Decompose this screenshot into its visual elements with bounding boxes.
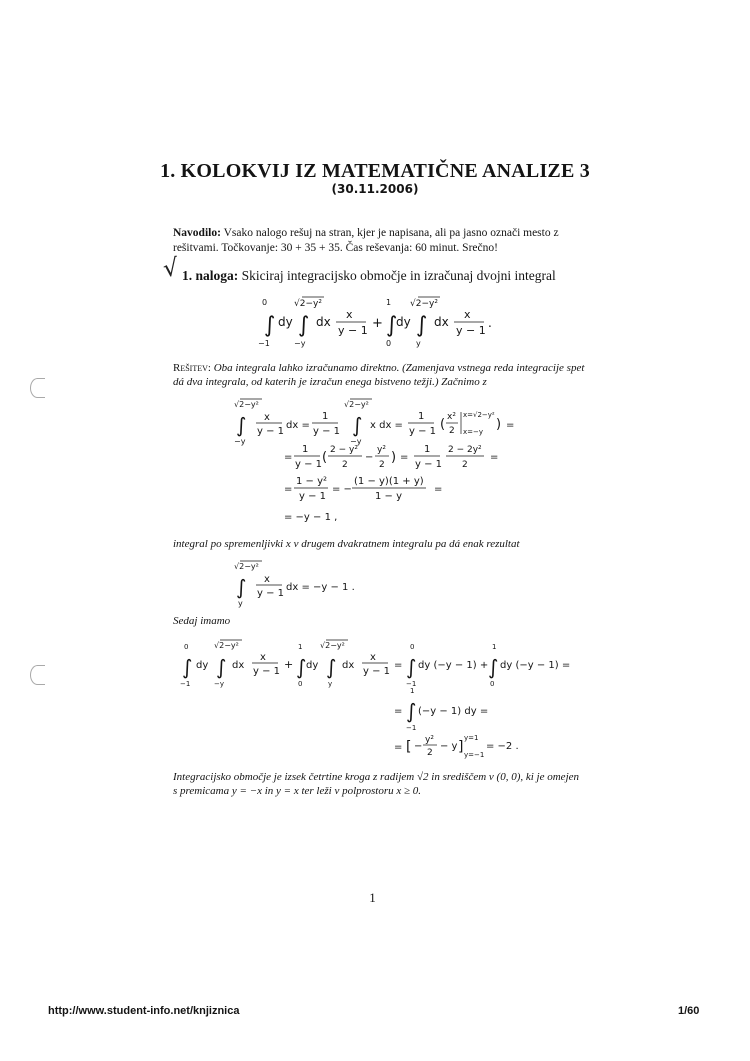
svg-text:1: 1 [302, 444, 309, 455]
task-statement [182, 268, 582, 284]
svg-text:1: 1 [386, 298, 392, 307]
svg-text:y − 1: y − 1 [363, 666, 391, 677]
svg-text:dy: dy [278, 315, 293, 329]
svg-text:y²: y² [377, 445, 386, 455]
svg-text:1: 1 [424, 444, 431, 455]
svg-text:∫: ∫ [298, 313, 310, 338]
svg-text:y: y [416, 339, 421, 348]
second-integral-text: integral po spremenljivki x v drugem dvakratnem integralu pa dá enak rezultat [173, 538, 520, 550]
svg-text:=: = [400, 452, 409, 463]
svg-text:2: 2 [462, 460, 468, 470]
svg-text:1 − y²: 1 − y² [296, 476, 328, 487]
svg-text:2: 2 [379, 460, 385, 470]
svg-text:0: 0 [262, 298, 268, 307]
task-label: 1. naloga: [182, 268, 239, 283]
svg-text:y − 1: y − 1 [409, 426, 437, 437]
derivation-formula [228, 398, 548, 528]
svg-text:[: [ [406, 739, 412, 755]
svg-text:y − 1: y − 1 [295, 459, 323, 470]
svg-text:√2−y²: √2−y² [234, 400, 259, 409]
svg-text:∫: ∫ [352, 413, 363, 437]
svg-text:−y: −y [234, 437, 246, 446]
svg-text:]: ] [458, 739, 464, 755]
punch-hole-bottom [30, 665, 45, 685]
svg-text:∫: ∫ [182, 655, 193, 679]
svg-text:+: + [372, 316, 383, 331]
svg-text:∫: ∫ [264, 313, 276, 338]
punch-hole-top [30, 378, 45, 398]
svg-text:−: − [414, 741, 423, 752]
svg-text:= −: = − [332, 484, 352, 495]
svg-text:0: 0 [184, 643, 189, 651]
svg-text:y − 1: y − 1 [299, 491, 327, 502]
svg-text:−y: −y [350, 437, 362, 446]
instructions-text: Vsako nalogo rešuj na stran, kjer je napisana, ali pa jasno označi mesto z rešitvami. Točkovanje: 30 + 35 + 35. Čas reševanja: 60 minut. Srečno! [173, 227, 559, 254]
task-integral-formula [250, 296, 510, 352]
svg-text:): ) [391, 450, 397, 465]
svg-text:2 − y²: 2 − y² [330, 445, 358, 455]
svg-text:1: 1 [418, 411, 425, 422]
svg-text:dy (−y − 1) =: dy (−y − 1) = [500, 660, 571, 671]
svg-text:y: y [238, 599, 243, 608]
task-text: Skiciraj integracijsko območje in izračunaj dvojni integral [241, 268, 556, 283]
svg-text:x=−y: x=−y [463, 428, 484, 436]
svg-text:y − 1: y − 1 [415, 459, 443, 470]
svg-text:x: x [260, 652, 266, 663]
footer-page-count: 1/60 [678, 1005, 700, 1017]
svg-text:2 − 2y²: 2 − 2y² [448, 445, 482, 455]
svg-text:√2−y²: √2−y² [234, 562, 259, 571]
svg-text:√2−y²: √2−y² [294, 299, 322, 309]
svg-text:= −y − 1 ,: = −y − 1 , [284, 512, 338, 523]
footer-url-link[interactable]: http://www.student-info.net/knjiznica [48, 1005, 240, 1017]
svg-text:x: x [264, 412, 270, 423]
svg-text:x=√2−y²: x=√2−y² [463, 411, 495, 419]
svg-text:−: − [365, 452, 374, 463]
svg-text:1: 1 [492, 643, 497, 651]
svg-text:∫: ∫ [296, 655, 307, 679]
svg-text:1 − y: 1 − y [375, 491, 403, 502]
svg-text:√2−y²: √2−y² [410, 299, 438, 309]
svg-text:dy (−y − 1) +: dy (−y − 1) + [418, 660, 489, 671]
svg-text:√2−y²: √2−y² [344, 400, 369, 409]
svg-text:∫: ∫ [326, 655, 337, 679]
svg-text:∫: ∫ [406, 655, 417, 679]
svg-text:dx = −y − 1 .: dx = −y − 1 . [286, 582, 355, 593]
svg-text:∫: ∫ [416, 313, 428, 338]
svg-text:∫: ∫ [386, 313, 398, 338]
svg-text:=: = [490, 452, 499, 463]
svg-text:−1: −1 [406, 724, 417, 732]
svg-text:2: 2 [427, 748, 433, 758]
svg-text:= −2 .: = −2 . [486, 741, 519, 752]
svg-text:√2−y²: √2−y² [214, 641, 239, 650]
svg-text:0: 0 [490, 680, 495, 688]
svg-text:dx: dx [316, 315, 331, 329]
svg-text:=: = [284, 484, 293, 495]
svg-text:y − 1: y − 1 [257, 426, 285, 437]
svg-text:): ) [496, 417, 502, 432]
svg-text:− y: − y [440, 741, 458, 752]
svg-text:y: y [328, 680, 333, 688]
svg-text:=: = [394, 660, 403, 671]
svg-text:y − 1: y − 1 [257, 588, 285, 599]
svg-text:2: 2 [342, 460, 348, 470]
svg-text:x: x [346, 308, 353, 321]
svg-text:x: x [370, 652, 376, 663]
svg-text:y − 1: y − 1 [456, 324, 486, 337]
now-text: Sedaj imamo [173, 615, 231, 627]
final-computation-formula [176, 638, 576, 763]
svg-text:dx =: dx = [286, 420, 310, 431]
svg-text:∫: ∫ [488, 655, 499, 679]
svg-text:−y: −y [214, 680, 225, 688]
svg-text:dy: dy [196, 660, 209, 671]
svg-text:dy: dy [396, 315, 411, 329]
svg-text:y − 1: y − 1 [338, 324, 368, 337]
svg-text:dx: dx [434, 315, 449, 329]
svg-text:0: 0 [386, 339, 392, 348]
svg-text:=: = [506, 420, 515, 431]
svg-text:y=−1: y=−1 [464, 751, 485, 759]
document-date: (30.11.2006) [331, 182, 419, 196]
svg-text:∫: ∫ [406, 699, 417, 723]
svg-text:∫: ∫ [216, 655, 227, 679]
solution-label: Rešitev: [173, 362, 211, 374]
svg-text:−1: −1 [180, 680, 191, 688]
instructions-label: Navodilo: [173, 227, 221, 239]
svg-text:y − 1: y − 1 [253, 666, 281, 677]
page-number: 1 [369, 890, 376, 905]
solution-intro [173, 361, 585, 389]
svg-text:0: 0 [410, 643, 415, 651]
svg-text:=: = [434, 484, 443, 495]
svg-text:∫: ∫ [236, 413, 247, 437]
solution-text: Oba integrala lahko izračunamo direktno. (Zamenjava vstnega reda integracije spet dá dva integrala, od katerih je izračun enega bistveno težji.) Začnimo z [173, 362, 585, 388]
svg-text:+: + [284, 658, 294, 671]
svg-text:0: 0 [298, 680, 303, 688]
svg-text:x: x [264, 574, 270, 585]
conclusion-text: Integracijsko območje je izsek četrtine kroga z radijem √2 in središčem v (0, 0), ki je omejen s premicama y = −x in y = x ter leži v polprostoru x ≥ 0. [173, 771, 580, 797]
second-integral-formula [228, 560, 378, 610]
svg-text:1: 1 [322, 411, 329, 422]
svg-text:y − 1: y − 1 [313, 426, 341, 437]
svg-text:(: ( [322, 450, 328, 465]
svg-text:−y: −y [294, 339, 306, 348]
svg-text:x dx =: x dx = [370, 420, 403, 431]
svg-text:(: ( [440, 417, 446, 432]
svg-text:y²: y² [425, 735, 434, 745]
svg-text:(−y − 1) dy =: (−y − 1) dy = [418, 706, 489, 717]
svg-text:−1: −1 [406, 680, 417, 688]
check-mark-icon: √ [161, 253, 181, 283]
svg-text:√2−y²: √2−y² [320, 641, 345, 650]
svg-text:−1: −1 [258, 339, 270, 348]
svg-text:(1 − y)(1 + y): (1 − y)(1 + y) [354, 476, 424, 487]
svg-text:dx: dx [342, 660, 355, 671]
svg-text:x²: x² [447, 412, 456, 422]
svg-text:∫: ∫ [236, 575, 247, 599]
svg-text:=: = [394, 742, 403, 753]
svg-text:y=1: y=1 [464, 734, 479, 742]
svg-text:dy: dy [306, 660, 319, 671]
svg-text:=: = [284, 452, 293, 463]
svg-text:=: = [394, 706, 403, 717]
svg-text:2: 2 [449, 426, 455, 436]
svg-text:dx: dx [232, 660, 245, 671]
document-title: 1. KOLOKVIJ IZ MATEMATIČNE ANALIZE 3 [160, 160, 590, 182]
instructions [173, 226, 583, 256]
svg-text:1: 1 [298, 643, 303, 651]
svg-text:.: . [488, 316, 492, 330]
svg-text:1: 1 [410, 687, 415, 695]
svg-text:x: x [464, 308, 471, 321]
